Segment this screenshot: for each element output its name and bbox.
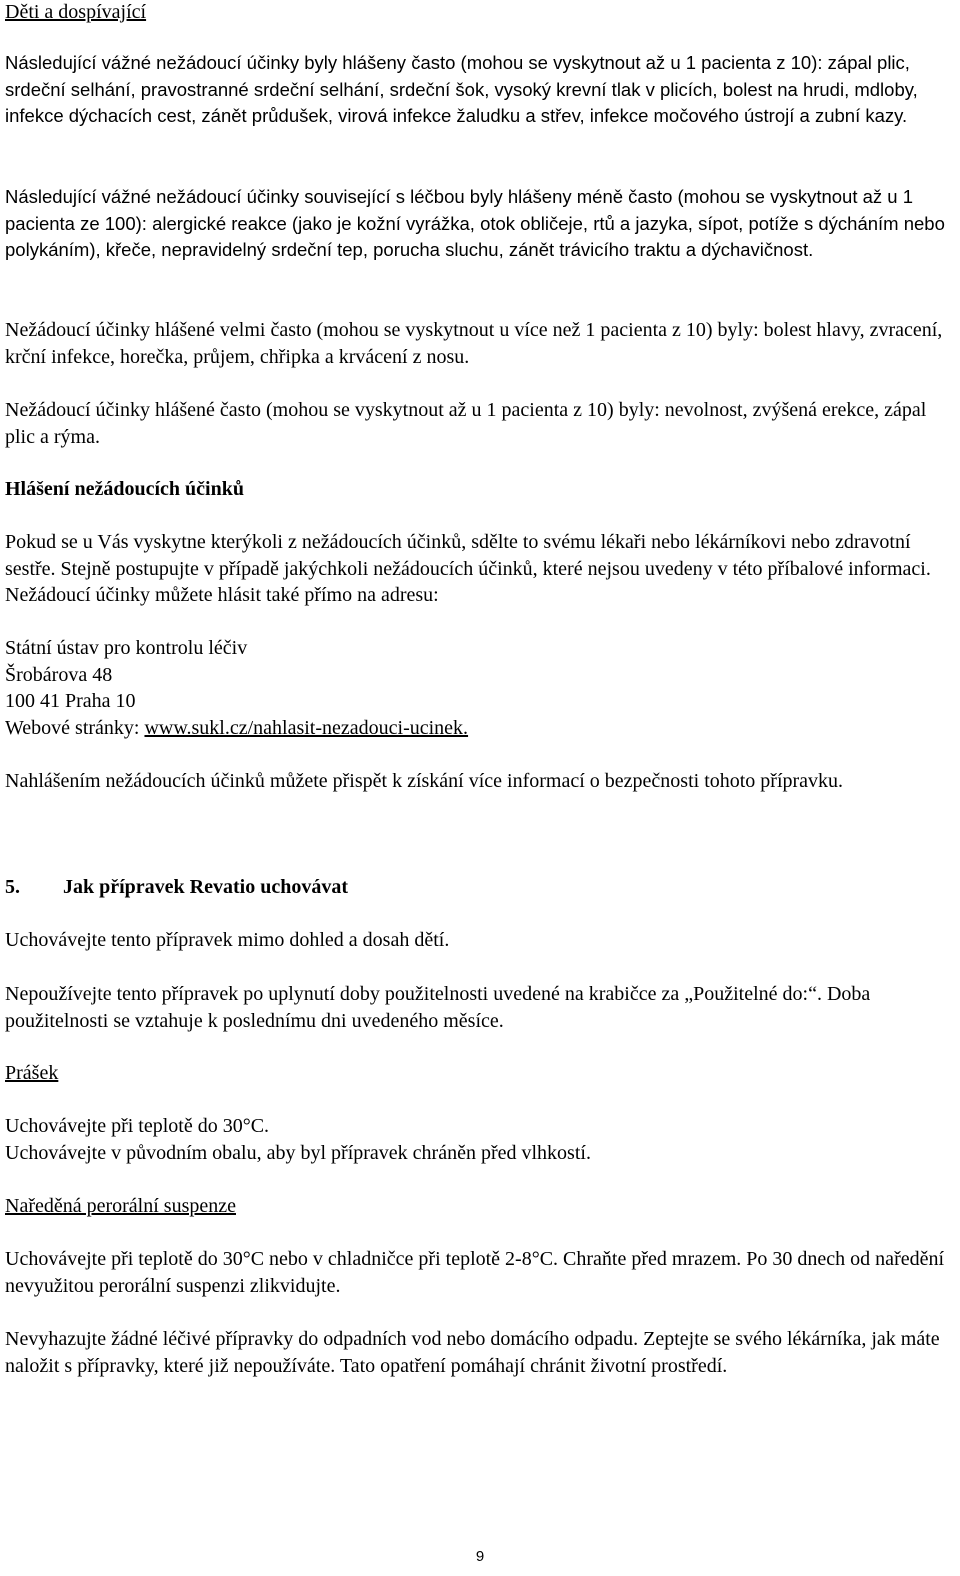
reporting-benefit-para: Nahlášením nežádoucích účinků můžete přispět k získání více informací o bezpečnosti tohoto přípravku.: [5, 770, 844, 792]
reporting-para: Pokud se u Vás vyskytne kterýkoli z nežádoucích účinků, sdělte to svému lékaři nebo lékárníkovi nebo zdravotní sestře. Stejně postupujte v případě jakýchkoli nežádoucích účinků, které nejsou uvedeny v této příbalové informaci. Nežádoucí účinky můžete hlásit také přímo na adresu:: [5, 531, 931, 606]
suspension-para: Uchovávejte při teplotě do 30°C nebo v chladničce při teplotě 2-8°C. Chraňte před mrazem. Po 30 dnech od naředění nevyužitou perorální suspenzi zlikvidujte.: [5, 1248, 945, 1297]
address-line-street: Šrobárova 48: [5, 663, 113, 686]
address-line-web: [5, 715, 957, 742]
web-link[interactable]: www.sukl.cz/nahlasit-nezadouci-ucinek.: [144, 716, 469, 739]
storage-section-number: 5.: [5, 876, 20, 898]
suspension-heading: Naředěná perorální suspenze: [5, 1195, 236, 1217]
children-heading: Děti a dospívající: [5, 1, 147, 23]
children-para-common: Nežádoucí účinky hlášené často (mohou se vyskytnout až u 1 pacienta z 10) byly: nevolnost, zvýšená erekce, zápal plic a rýma.: [5, 399, 927, 448]
children-para-serious-uncommon: Následující vážné nežádoucí účinky související s léčbou byly hlášeny méně často (mohou se vyskytnout až u 1 pacienta ze 100): alergické reakce (jako je kožní vyrážka, otok obličeje, rtů a jazyka, sípot, potíže s dýcháním nebo polykáním), křeče, nepravidelný srdeční tep, porucha sluchu, zánět trávicího traktu a dýchavičnost.: [5, 186, 945, 260]
reporting-heading: Hlášení nežádoucích účinků: [5, 478, 244, 500]
storage-heading: [5, 874, 957, 901]
children-para-serious-common: Následující vážné nežádoucí účinky byly hlášeny často (mohou se vyskytnout až u 1 pacienta z 10): zápal plic, srdeční selhání, pravostranné srdeční selhání, srdeční šok, vysoký krevní tlak v plicích, bolest na hrudi, mdloby, infekce dýchacích cest, zánět průdušek, virová infekce žaludku a střev, infekce močového ústrojí a zubní kazy.: [5, 52, 918, 126]
address-line-city: 100 41 Praha 10: [5, 690, 136, 712]
web-label: Webové stránky:: [5, 716, 145, 739]
disposal-para: Nevyhazujte žádné léčivé přípravky do odpadních vod nebo domácího odpadu. Zeptejte se svého lékárníka, jak máte naložit s přípravky, které již nepoužíváte. Tato opatření pomáhají chránit životní prostředí.: [5, 1328, 940, 1377]
powder-heading: Prášek: [5, 1062, 59, 1084]
address-line-institute: Státní ústav pro kontrolu léčiv: [5, 637, 248, 659]
storage-para-children: Uchovávejte tento přípravek mimo dohled a dosah dětí.: [5, 929, 450, 951]
storage-section-title: Jak přípravek Revatio uchovávat: [63, 876, 348, 898]
page-number: 9: [475, 1548, 485, 1565]
storage-para-expiry: Nepoužívejte tento přípravek po uplynutí doby použitelnosti uvedené na krabičce za „Použitelné do:“. Doba použitelnosti se vztahuje k poslednímu dni uvedeného měsíce.: [5, 983, 871, 1032]
children-para-very-common: Nežádoucí účinky hlášené velmi často (mohou se vyskytnout u více než 1 pacienta z 10) byly: bolest hlavy, zvracení, krční infekce, horečka, průjem, chřipka a krvácení z nosu.: [5, 319, 943, 368]
reporting-address: [5, 635, 957, 741]
powder-line-packaging: Uchovávejte v původním obalu, aby byl přípravek chráněn před vlhkostí.: [5, 1141, 591, 1164]
powder-instructions: [5, 1113, 957, 1166]
powder-line-temperature: Uchovávejte při teplotě do 30°C.: [5, 1115, 270, 1137]
